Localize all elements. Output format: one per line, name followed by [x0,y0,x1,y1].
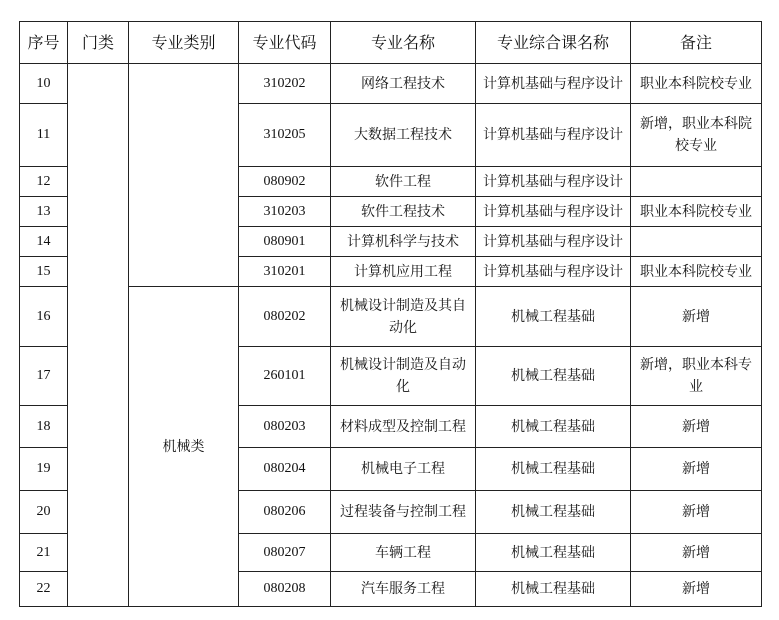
row-course: 计算机基础与程序设计 [476,197,631,227]
row-note: 新增，职业本科院校专业 [631,104,762,167]
row-no: 20 [20,491,68,534]
row-no: 19 [20,448,68,491]
row-no: 17 [20,347,68,406]
row-no: 11 [20,104,68,167]
row-no: 22 [20,572,68,607]
row-note: 新增 [631,448,762,491]
row-note: 新增 [631,491,762,534]
header-category: 门类 [68,22,129,64]
row-note: 职业本科院校专业 [631,64,762,104]
header-course: 专业综合课名称 [476,22,631,64]
row-name: 软件工程技术 [331,197,476,227]
row-course: 计算机基础与程序设计 [476,104,631,167]
row-code: 080206 [239,491,331,534]
row-name: 过程装备与控制工程 [331,491,476,534]
major-class-cell-1 [129,64,239,287]
row-course: 计算机基础与程序设计 [476,167,631,197]
row-note: 职业本科院校专业 [631,197,762,227]
row-note: 新增，职业本科专业 [631,347,762,406]
row-course: 机械工程基础 [476,347,631,406]
table-row [20,287,762,347]
row-code: 310201 [239,257,331,287]
major-class-cell-2: 机械类 [129,287,239,607]
table-row [20,64,762,104]
row-course: 计算机基础与程序设计 [476,257,631,287]
row-course: 机械工程基础 [476,448,631,491]
row-name: 计算机应用工程 [331,257,476,287]
header-code: 专业代码 [239,22,331,64]
row-course: 计算机基础与程序设计 [476,64,631,104]
row-no: 15 [20,257,68,287]
table-wrapper [19,21,762,607]
header-row [20,22,762,64]
row-note: 职业本科院校专业 [631,257,762,287]
row-name: 软件工程 [331,167,476,197]
row-no: 21 [20,534,68,572]
row-course: 机械工程基础 [476,572,631,607]
row-note: 新增 [631,406,762,448]
row-name: 大数据工程技术 [331,104,476,167]
major-course-table [19,21,762,607]
row-note: 新增 [631,534,762,572]
row-no: 16 [20,287,68,347]
row-name: 材料成型及控制工程 [331,406,476,448]
category-cell [68,64,129,607]
row-no: 14 [20,227,68,257]
row-code: 310205 [239,104,331,167]
header-no: 序号 [20,22,68,64]
row-note: 新增 [631,572,762,607]
row-code: 080901 [239,227,331,257]
row-code: 310202 [239,64,331,104]
row-no: 12 [20,167,68,197]
row-course: 机械工程基础 [476,534,631,572]
row-code: 080203 [239,406,331,448]
row-code: 080207 [239,534,331,572]
row-name: 机械设计制造及其自动化 [331,287,476,347]
row-name: 机械电子工程 [331,448,476,491]
row-note [631,227,762,257]
header-major-class: 专业类别 [129,22,239,64]
row-course: 机械工程基础 [476,491,631,534]
row-code: 080204 [239,448,331,491]
row-name: 网络工程技术 [331,64,476,104]
row-name: 机械设计制造及自动化 [331,347,476,406]
row-no: 10 [20,64,68,104]
row-note [631,167,762,197]
row-name: 车辆工程 [331,534,476,572]
row-name: 计算机科学与技术 [331,227,476,257]
row-course: 机械工程基础 [476,406,631,448]
row-code: 260101 [239,347,331,406]
row-code: 310203 [239,197,331,227]
header-name: 专业名称 [331,22,476,64]
row-course: 机械工程基础 [476,287,631,347]
row-name: 汽车服务工程 [331,572,476,607]
row-no: 13 [20,197,68,227]
row-no: 18 [20,406,68,448]
row-code: 080202 [239,287,331,347]
row-course: 计算机基础与程序设计 [476,227,631,257]
header-note: 备注 [631,22,762,64]
row-code: 080208 [239,572,331,607]
row-note: 新增 [631,287,762,347]
row-code: 080902 [239,167,331,197]
